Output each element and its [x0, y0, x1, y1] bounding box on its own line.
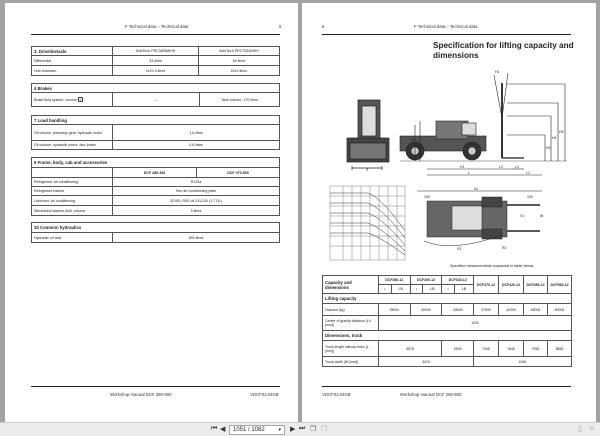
- brakes-table: [31, 83, 280, 107]
- frame-table: [31, 157, 280, 216]
- fit-page-icon[interactable]: ▯: [578, 426, 582, 433]
- cell: Tank volume, 170 litres: [200, 93, 280, 107]
- cell: R134a: [113, 178, 280, 187]
- cell: 1200: [379, 316, 572, 331]
- col-header: AxleTech PRC7534WHH: [199, 47, 280, 56]
- dim-label: H6: [410, 138, 415, 142]
- table-row: [32, 206, 280, 216]
- footer-rule: [31, 386, 280, 387]
- row-label: Brake fluid system, volume: [34, 98, 77, 102]
- footer-rule: [322, 386, 571, 387]
- table-title: 3. Driveline/axle: [32, 47, 113, 56]
- dim-label: R1: [457, 247, 462, 251]
- sub-header: •: [379, 285, 392, 294]
- table-row: [32, 66, 280, 76]
- next-page-icon[interactable]: ▶: [290, 426, 296, 433]
- cell: 800 litres: [113, 233, 280, 243]
- row-label: Hub reduction: [32, 66, 113, 76]
- cell: 2x10 litres: [199, 66, 280, 76]
- page-header: F Technical data – Technical data: [125, 24, 189, 29]
- sub-header: LB: [391, 285, 410, 294]
- sub-header: LB: [423, 285, 442, 294]
- cell: 3410: [379, 357, 474, 367]
- dim-label: 100: [424, 195, 430, 199]
- cell: 28000: [379, 304, 411, 316]
- driveline-table: [31, 46, 280, 76]
- bookmark-icon[interactable]: ⌑: [590, 426, 594, 433]
- dim-label: H2: [546, 146, 551, 150]
- col-header: DCF 280-330: [113, 168, 197, 178]
- front-view-drawing: [347, 100, 389, 172]
- cell: See air conditioning plate: [113, 187, 280, 196]
- dim-label: 100: [527, 195, 533, 199]
- cell: 7845: [499, 341, 524, 357]
- cell: ZEXEL PAG oil ZXL100 (1.7 DL): [113, 196, 280, 206]
- row-label: Hydraulic oil tank: [32, 233, 113, 243]
- footer-manual: Workshop manual DCF 280-500: [110, 392, 172, 397]
- cell: –: [113, 93, 200, 107]
- table-title: 10 Common hydraulics: [32, 223, 280, 233]
- section-header: Dimensions, truck: [323, 331, 572, 341]
- table-row: [323, 304, 572, 316]
- row-label: Refrigerant volume: [32, 187, 113, 196]
- cell: 50 litres: [199, 56, 280, 66]
- dim-label: L: [468, 171, 470, 175]
- capacity-table: [322, 275, 572, 367]
- cell: 7950: [524, 341, 548, 357]
- cell: 1,6 litres: [113, 125, 280, 141]
- first-page-icon[interactable]: ⏮: [211, 425, 218, 432]
- table-row: [32, 233, 280, 243]
- single-page-icon[interactable]: ❐: [321, 426, 328, 433]
- row-label: Classed (kg): [323, 304, 379, 316]
- table-row: [323, 316, 572, 331]
- table-title: 9 Frame, body, cab and accessories: [32, 158, 280, 168]
- row-label: Truck width (W [mm]): [323, 357, 379, 367]
- footer-code: VDCF03.03GB: [250, 392, 279, 397]
- dim-label: L2: [499, 165, 503, 169]
- row-label: Oil volume, planetary gear, hydraulic motor: [32, 125, 113, 141]
- row-label: Truck length without forks (L [mm]): [323, 341, 379, 357]
- cell: 7345: [474, 341, 499, 357]
- row-label: Windshield washer fluid, volume: [32, 206, 113, 216]
- page-title: Specification for lifting capacity and dimensions: [433, 41, 574, 60]
- row-label: Refrigerant, air conditioning: [32, 178, 113, 187]
- hydraulics-table: [31, 222, 280, 243]
- cell: 30000: [410, 304, 442, 316]
- cell: 33000: [442, 304, 474, 316]
- table-row: [32, 141, 280, 150]
- page-number: 6: [322, 24, 325, 29]
- cell: 6925: [442, 341, 474, 357]
- dim-label: L4: [515, 165, 519, 169]
- cell: 37000: [474, 304, 499, 316]
- table-row: [32, 178, 280, 187]
- cell: 4150: [474, 357, 572, 367]
- col-header: DCF 370-500: [197, 168, 280, 178]
- caption: Specified measurements explained in table below.: [450, 264, 535, 268]
- dim-label: V1: [520, 214, 525, 218]
- cell: 6875: [379, 341, 442, 357]
- dim-label: A1: [474, 187, 479, 191]
- forklift-dimension-drawings: [302, 3, 596, 263]
- model-header: DCF280-12: [379, 276, 411, 285]
- model-header: DCF300-12: [410, 276, 442, 285]
- model-header: DCF500-12: [548, 276, 572, 294]
- page-number: 5: [279, 24, 282, 29]
- corner-header: Capacity and dimensions: [323, 276, 379, 294]
- table-row: [32, 125, 280, 141]
- header-rule: [31, 34, 280, 35]
- sub-header: LB: [455, 285, 474, 294]
- load-handling-table: [31, 115, 280, 150]
- cell: 50000: [548, 304, 572, 316]
- section-header: Lifting capacity: [323, 294, 572, 304]
- model-header: DCF370-12: [474, 276, 499, 294]
- model-header: DCF330-12: [442, 276, 474, 285]
- viewer-toolbar: [0, 422, 600, 436]
- cell: 45000: [524, 304, 548, 316]
- cell: 33 litres: [113, 56, 199, 66]
- dim-label: H5: [559, 130, 564, 134]
- two-page-icon[interactable]: ❐: [310, 426, 317, 433]
- table-title: 4 Brakes: [32, 84, 280, 93]
- col-header: AxleTech PRC3806WHH: [113, 47, 199, 56]
- table-row: [32, 93, 280, 107]
- cell: 8550: [548, 341, 572, 357]
- last-page-icon[interactable]: ⏭: [299, 425, 306, 432]
- cell: 5 litres: [113, 206, 280, 216]
- row-label: Centre of gravity distance (L4 [mm]): [323, 316, 379, 331]
- row-label: Oil volume, hydraulic motor, disc brake: [32, 141, 113, 150]
- dim-label: H3: [416, 145, 421, 149]
- table-row: [32, 187, 280, 196]
- row-label: Differential: [32, 56, 113, 66]
- table-row: [323, 341, 572, 357]
- left-page: [5, 3, 298, 422]
- cell: 2x10.5 litres: [113, 66, 199, 76]
- info-icon: +: [79, 97, 82, 102]
- table-row: [32, 196, 280, 206]
- right-page: [302, 3, 596, 422]
- top-view-drawing: [417, 187, 544, 251]
- sub-header: •: [442, 285, 455, 294]
- side-view-drawing: [400, 70, 567, 175]
- row-label: Lubricant, air conditioning: [32, 196, 113, 206]
- cell: 42000: [499, 304, 524, 316]
- load-chart-drawing: [330, 186, 405, 260]
- footer-code: VDCF03.03GB: [322, 392, 351, 397]
- page-number-input[interactable]: 1051 / 1082 ▾: [229, 425, 285, 435]
- model-header: DCF420-12: [499, 276, 524, 294]
- dim-label: H1: [495, 70, 500, 74]
- table-row: [32, 56, 280, 66]
- dim-label: R2: [502, 246, 507, 250]
- footer-manual: Workshop manual DCF 280-500: [400, 392, 462, 397]
- table-title: 7 Load handling: [32, 116, 280, 125]
- dim-label: L1: [526, 171, 530, 175]
- dim-label: H1: [460, 165, 465, 169]
- model-header: DCF450-12: [524, 276, 548, 294]
- dim-label: W: [540, 214, 544, 218]
- table-row: [323, 357, 572, 367]
- dim-label: H4: [552, 136, 557, 140]
- cell: 0,6 litres: [113, 141, 280, 150]
- prev-page-icon[interactable]: ◀: [220, 426, 226, 433]
- dim-label: S: [366, 168, 369, 172]
- sub-header: •: [410, 285, 423, 294]
- page-header: F Technical data – Technical data: [414, 24, 478, 29]
